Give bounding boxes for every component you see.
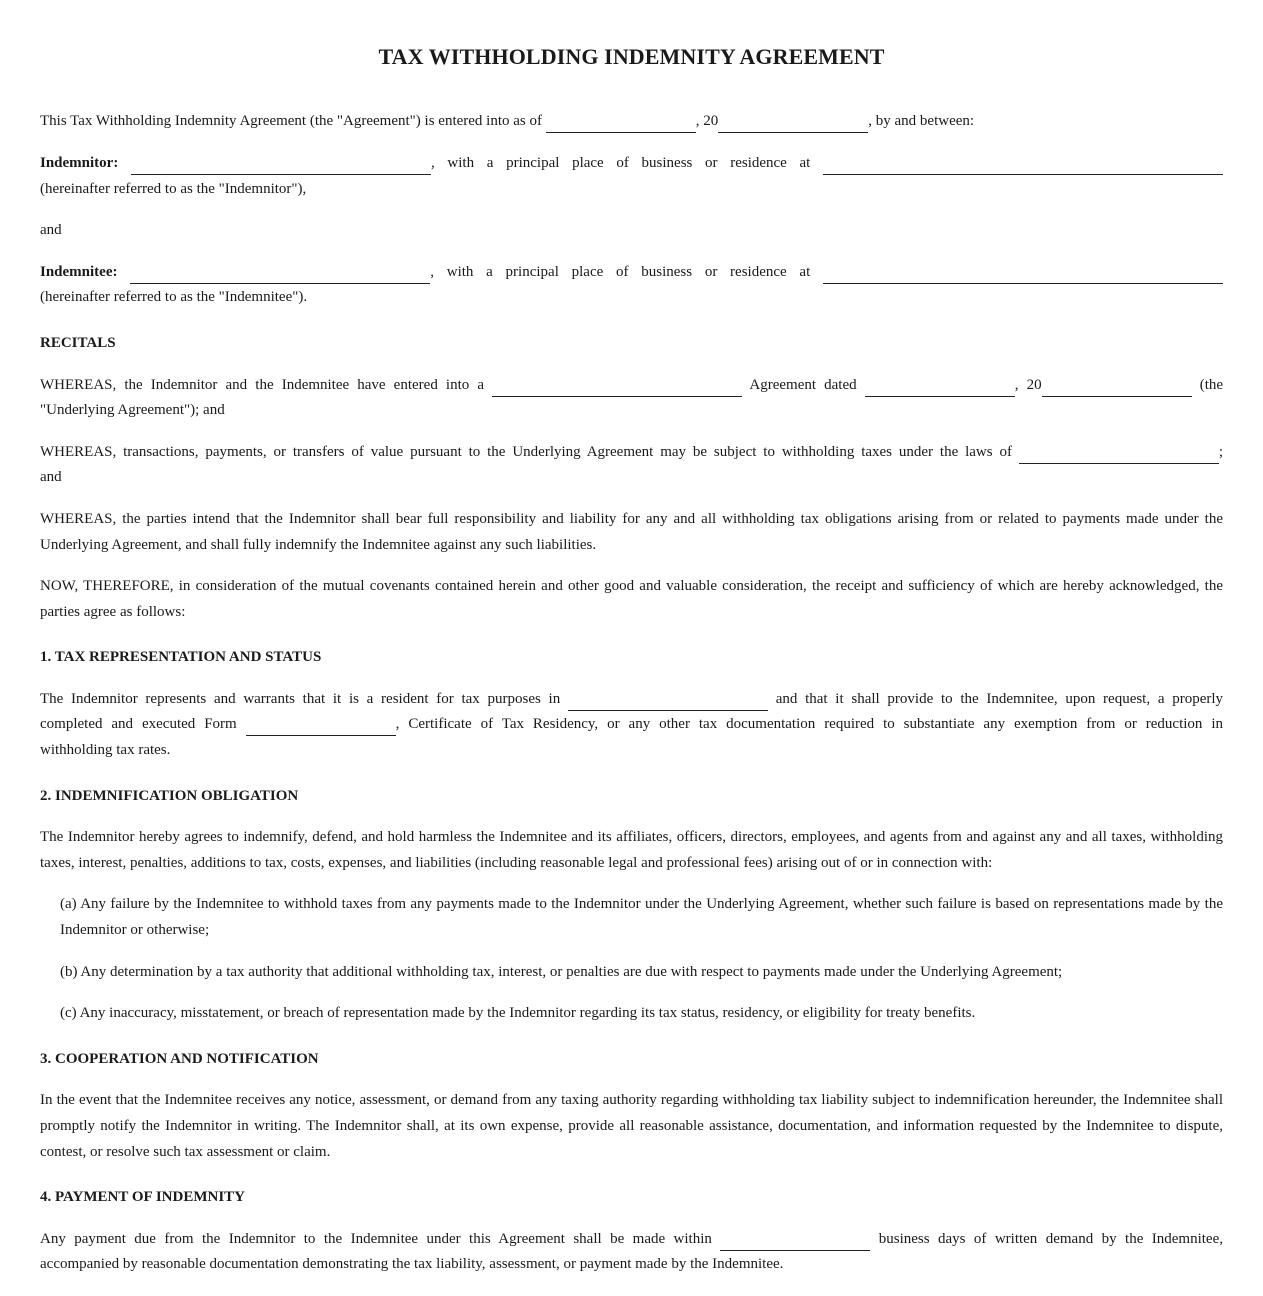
date-blank[interactable]	[546, 114, 696, 133]
jurisdiction-blank[interactable]	[1019, 445, 1219, 464]
section-1-text-c: completed and executed Form	[40, 716, 237, 732]
whereas-2-text: WHEREAS, transactions, payments, or transfers of value pursuant to the Underlying Agreement may be subject to withholding taxes under the laws of	[40, 444, 1012, 460]
section-4-text-a: Any payment due from the Indemnitor to the Indemnitee under this Agreement shall be made within	[40, 1231, 712, 1247]
whereas-2-semicolon: ;	[1218, 444, 1224, 460]
whereas-1-the: (the	[1199, 377, 1224, 393]
indemnitee-address-blank[interactable]	[823, 265, 1223, 284]
indemnitor-label: Indemnitor:	[40, 155, 119, 171]
year-blank[interactable]	[718, 114, 868, 133]
indemnitee-hereinafter: (hereinafter referred to as the "Indemnitee").	[40, 289, 308, 305]
section-4-line-1	[40, 1226, 1223, 1252]
recitals-heading: RECITALS	[40, 335, 116, 351]
section-1-text-a: The Indemnitor represents and warrants that it is a resident for tax purposes in	[40, 691, 561, 707]
intro-by-between: , by and between:	[868, 113, 975, 129]
section-1-line-3: withholding tax rates.	[40, 742, 171, 758]
section-2-body: The Indemnitor hereby agrees to indemnify, defend, and hold harmless the Indemnitee and its affiliates, officers, directors, employees, and agents from and against any and all taxes, withholding taxes, interest, penalties, additions to tax, costs, expenses, and liabilities (including reasonable legal and professional fees) arising out of or in connection with:	[40, 829, 1223, 871]
intro-text: This Tax Withholding Indemnity Agreement (the "Agreement") is entered into as of	[40, 113, 543, 129]
section-2-item-b: (b) Any determination by a tax authority that additional withholding tax, interest, or penalties are due with respect to payments made under the Underlying Agreement;	[60, 964, 1063, 980]
indemnitee-line	[40, 259, 1223, 285]
document-title: TAX WITHHOLDING INDEMNITY AGREEMENT	[378, 44, 885, 69]
section-4-text-b: business days of written demand by the Indemnitee,	[878, 1231, 1223, 1247]
section-3-heading: 3. COOPERATION AND NOTIFICATION	[40, 1051, 319, 1067]
section-1-heading: 1. TAX REPRESENTATION AND STATUS	[40, 649, 322, 665]
indemnitee-name-blank[interactable]	[130, 265, 430, 284]
intro-line	[40, 108, 1223, 134]
intro-year-prefix: , 20	[695, 113, 719, 129]
indemnitee-label: Indemnitee:	[40, 264, 118, 280]
now-therefore: NOW, THEREFORE, in consideration of the mutual covenants contained herein and other good and valuable consideration, the receipt and sufficiency of which are hereby acknowledged, the parties agree as follows:	[40, 578, 1223, 620]
business-days-blank[interactable]	[720, 1232, 870, 1251]
indemnitee-text: , with a principal place of business or residence at	[430, 264, 811, 280]
and-text: and	[40, 222, 62, 238]
section-4-line-2: accompanied by reasonable documentation demonstrating the tax liability, assessment, or payment made by the Indemnitee.	[40, 1256, 784, 1272]
indemnitor-name-blank[interactable]	[131, 156, 431, 175]
whereas-3: WHEREAS, the parties intend that the Indemnitor shall bear full responsibility and liability for any and all withholding tax obligations arising from or related to payments made under the Underlying Agreement, and shall fully indemnify the Indemnitee against any such liabilities.	[40, 511, 1223, 553]
whereas-2-and: and	[40, 469, 62, 485]
whereas-1-dated: Agreement dated	[749, 377, 857, 393]
section-1-text-d: , Certificate of Tax Residency, or any other tax documentation required to substantiate any exemption from or reduction in	[395, 716, 1224, 732]
indemnitor-line	[40, 150, 1223, 176]
tax-residence-blank[interactable]	[568, 692, 768, 711]
indemnitor-address-blank[interactable]	[823, 156, 1223, 175]
section-1-line-1	[40, 686, 1223, 712]
whereas-1-line	[40, 372, 1223, 398]
section-1-line-2	[40, 711, 1223, 737]
section-2-heading: 2. INDEMNIFICATION OBLIGATION	[40, 788, 299, 804]
agreement-date-blank[interactable]	[865, 378, 1015, 397]
form-number-blank[interactable]	[246, 717, 396, 736]
section-4-heading: 4. PAYMENT OF INDEMNITY	[40, 1189, 246, 1205]
whereas-2-line	[40, 439, 1223, 465]
section-3-body: In the event that the Indemnitee receives any notice, assessment, or demand from any taxing authority regarding withholding tax liability subject to indemnification hereunder, the Indemnitee shall promptly notify the Indemnitor in writing. The Indemnitor shall, at its own expense, provide all reasonable assistance, documentation, and information requested by the Indemnitee to dispute, contest, or resolve such tax assessment or claim.	[40, 1092, 1223, 1160]
section-2-item-a: (a) Any failure by the Indemnitee to withhold taxes from any payments made to the Indemnitor under the Underlying Agreement, whether such failure is based on representations made by the Indemnitor or otherwise;	[60, 896, 1223, 938]
whereas-1-end: "Underlying Agreement"); and	[40, 402, 225, 418]
indemnitor-hereinafter: (hereinafter referred to as the "Indemnitor"),	[40, 181, 307, 197]
agreement-type-blank[interactable]	[492, 378, 742, 397]
agreement-year-blank[interactable]	[1042, 378, 1192, 397]
section-2-item-c: (c) Any inaccuracy, misstatement, or breach of representation made by the Indemnitor regarding its tax status, residency, or eligibility for treaty benefits.	[60, 1005, 976, 1021]
indemnitor-text: , with a principal place of business or residence at	[431, 155, 811, 171]
whereas-1-year-prefix: , 20	[1014, 377, 1042, 393]
section-1-text-b: and that it shall provide to the Indemnitee, upon request, a properly	[775, 691, 1224, 707]
whereas-1-text: WHEREAS, the Indemnitor and the Indemnitee have entered into a	[40, 377, 485, 393]
